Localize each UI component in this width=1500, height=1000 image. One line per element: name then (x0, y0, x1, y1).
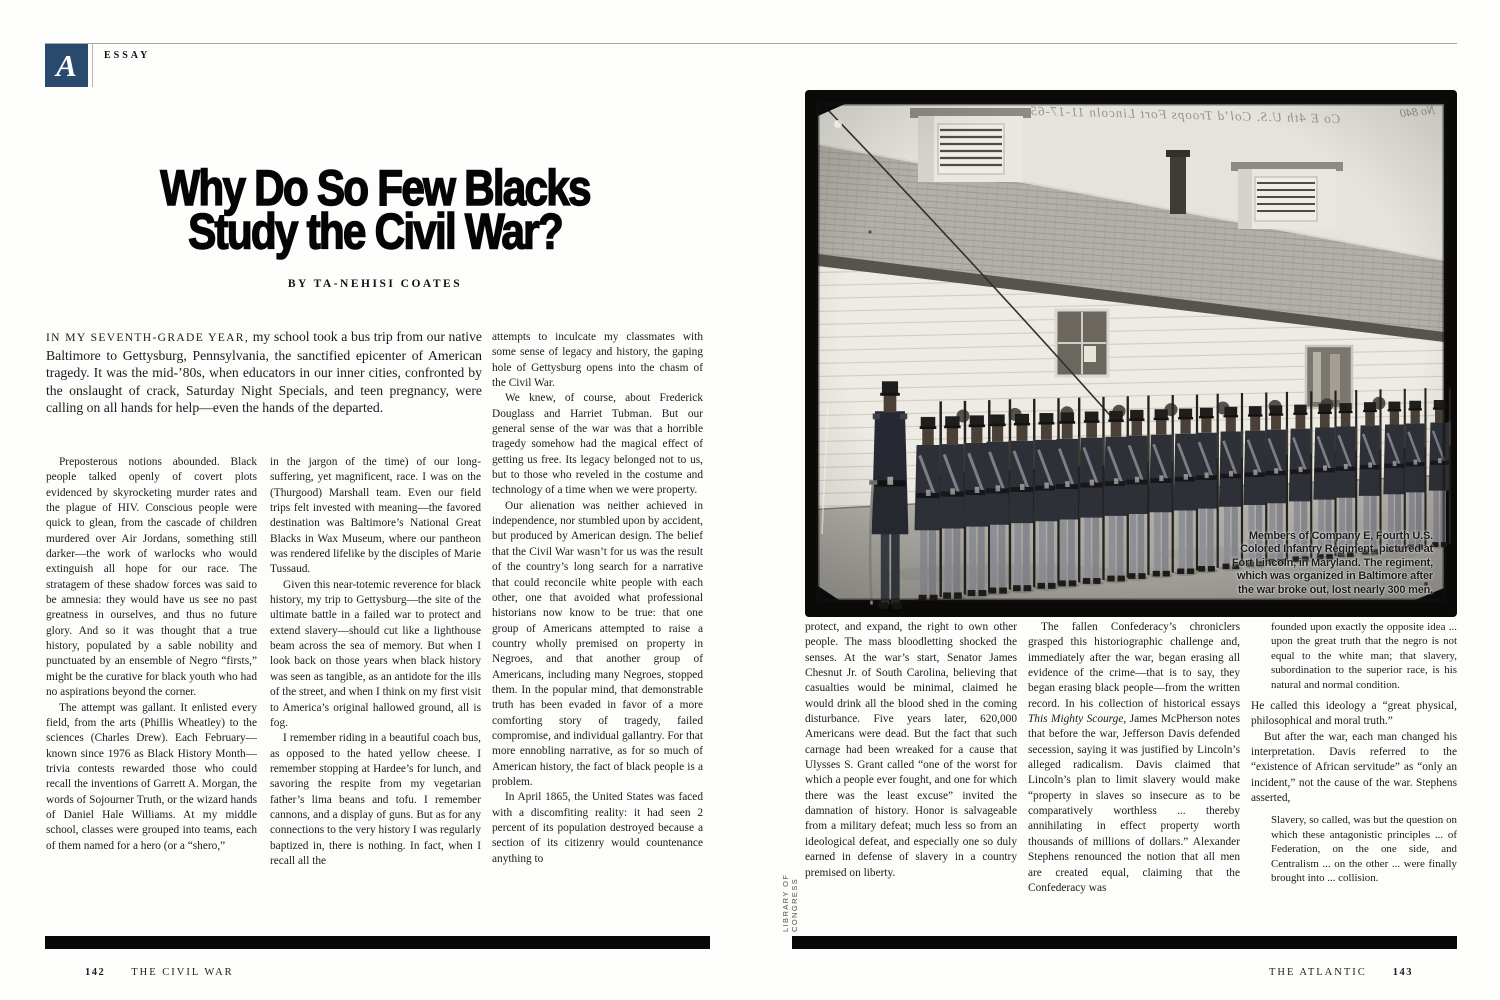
paragraph: I remember riding in a beautiful coach bus, as opposed to the hated yellow cheese. I remember stopping at Hardee’s for lunch, and savoring the respite from my vegetarian father’s lima beans and tofu. I remember cannons, and a display of guns. But as for any connections to the very history I was regularly baptized in, there is nothing. In fact, when I recall all the (270, 732, 481, 867)
paragraph (1028, 620, 1240, 896)
page-number-right: 143 (1392, 967, 1413, 978)
photo-credit: LIBRARY OF CONGRESS (781, 873, 799, 932)
lead-text: my school took a bus trip from our native Baltimore to Gettysburg, Pennsylvania, the sanctified epicenter of American tragedy. It was the mid-’80s, when educators in our inner cities, confronted by the onslaught of crack, Saturday Night Specials, and teen pregnancy, were calling on all hands for help—even the hands of the departed. (46, 329, 482, 416)
atlantic-logo (45, 44, 88, 87)
paragraph: Preposterous notions abounded. Black people talked openly of covert plots evidenced by skyrocketing murder rates and the plague of HIV. Conscious people were quick to glean, from the cascade of children murdered over Air Jordans, something still darker—the work of warlocks who would extinguish all hope for our race. The stratagem of these shadow forces was said to be amnesia: they would have us see no past greatness in ourselves, and thus no future glory. And so it was thought that a true history, populated by a sable nobility and punctuated by an ensemble of Negro “firsts,” might be the curative for black youth who had no aspirations beyond the corner. (46, 456, 257, 699)
column-4 (805, 620, 1017, 922)
folio-right (1269, 967, 1413, 978)
paragraph: protect, and expand, the right to own other people. The mass bloodletting shocked the senses. At the war’s start, Senator James Chesnut Jr. of South Carolina, believing that casualties would be minimal, claimed he would drink all the blood shed in the coming disturbance. Five years later, 620,000 Americans were dead. But the fact that such carnage had been wreaked for a cause that Ulysses S. Grant called “one of the worst for which a people ever fought, and one for which there was the least excuse” invited the damnation of history. Honor is salvageable from a military defeat; much less so from an ideological defeat, and especially one so duly earned in defense of slavery in a country premised on liberty. (805, 621, 1017, 879)
lead-paragraph (46, 328, 482, 452)
paragraph: in the jargon of the time) of our long-suffering, yet magnificent, race. I was on the (Thurgood) Marshall team. Even our field trips felt invested with meaning—the favored destination was Baltimore’s National Great Blacks in Wax Museum, where our pantheon was rendered lifelike by the disciples of Marie Tussaud. (270, 456, 481, 576)
paragraph: But after the war, each man changed his interpretation. Davis referred to the “existence of African servitude” as “only an incident,” not the cause of the war. Stephens asserted, (1251, 730, 1457, 805)
paragraph: The attempt was gallant. It enlisted every field, from the arts (Phillis Wheatley) to the sciences (Charles Drew). Each February—known since 1976 as Black History Month—trivia contests rewarded those who could recall the inventions of Garrett A. Morgan, the words of Sojourner Truth, or the wizard hands of Daniel Hale Williams. At my middle school, classes were grouped into teams, each of them named for a hero (or a “shero,” (46, 701, 257, 852)
article-title-line2: Study the Civil War? (188, 203, 562, 260)
book-title-italic: This Mighty Scourge (1028, 713, 1124, 726)
column-5 (1028, 620, 1240, 922)
article-title (79, 159, 671, 260)
page-number-left: 142 (85, 967, 106, 978)
column-3 (492, 330, 703, 925)
paragraph: attempts to inculcate my classmates with some sense of legacy and history, the gaping hole of Gettysburg opens into the chasm of the Civil War. (492, 331, 703, 390)
paragraph: Our alienation was neither achieved in independence, nor stumbled upon by accident, but produced by American design. The belief that the Civil War wasn’t for us was the result of the country’s long search for a narrative that could reconcile white people with each other, one that avoided what professional historians now know to be true: that one group of Americans attempted to raise a country wholly premised on property in Negroes, and that another group of Americans, including many Negroes, stopped them. In the popular mind, that demonstrable truth has been evaded in favor of a more comforting story of tragedy, failed compromise, and individual gallantry. For that more ennobling narrative, as for so much of American history, the fact of black people is a problem. (492, 499, 703, 788)
section-title: THE CIVIL WAR (131, 967, 234, 978)
byline: BY TA-NEHISI COATES (287, 278, 463, 290)
negative-inscription: Co E 4th U.S. Col’d Troops Fort Lincoln 11-17-65 (1029, 102, 1341, 127)
paragraph: He called this ideology a “great physical, philosophical and moral truth.” (1251, 700, 1457, 728)
photo-caption: Members of Company E, Fourth U.S. Colored Infantry Regiment, pictured at Fort Lincoln, in Maryland. The regiment, which was organized in Baltimore after the war broke out, lost nearly 300 men. (1231, 529, 1433, 596)
paragraph: Given this near-totemic reverence for black history, my trip to Gettysburg—the site of the ultimate battle in a failed war to protect and extend slavery—should cut like a lighthouse beam across the sea of memory. But when I look back on those years when black history was seen as tangible, as an antidote for the ills of the street, and when I think on my first visit to America’s original hallowed ground, all is fog. (270, 578, 481, 729)
paragraph: We knew, of course, about Frederick Douglass and Harriet Tubman. But our general sense of the war was that a horrible tragedy somehow had the magical effect of getting us free. Its legacy belonged not to us, but to those who reveled in the costume and technology of a time when we were property. (492, 392, 703, 497)
blockquote: Slavery, so called, was but the question on which these antagonistic principles ... of Federation, on the one side, and Centralism ... on the other ... were finally brought into ... collision. (1271, 814, 1457, 885)
blockquote: founded upon exactly the opposite idea ... upon the great truth that the negro is not equal to the white man; that slavery, subordination to the superior race, is his natural and normal condition. (1271, 621, 1457, 691)
lead-smallcaps: IN MY SEVENTH-GRADE YEAR, (46, 331, 250, 344)
logo-divider (92, 44, 93, 87)
article-title-line1: Why Do So Few Blacks (160, 159, 590, 216)
paragraph-text: The fallen Confederacy’s chroniclers grasped this historiographic challenge and, immediately after the war, began erasing all evidence of the crime—that is to say, they began erasing black people—from the written record. In his collection of historical essays (1028, 621, 1240, 710)
footer-rule-left (45, 936, 710, 949)
section-kicker: ESSAY (104, 50, 151, 61)
paragraph-text: , James McPherson notes that before the war, Jefferson Davis defended secession, saying it was justified by Lincoln’s alleged radicalism. Davis claimed that Lincoln’s plan to limit slavery would make “property in slaves so insecure as to be comparatively worthless ... thereby annihilating in effect property worth thousands of millions of dollars.” Alexander Stephens renounced the notion that all men are created equal, claiming that the Confederacy was (1028, 713, 1240, 894)
civil-war-photograph (805, 90, 1457, 617)
column-2 (270, 455, 481, 925)
atlantic-logo-letter: A (56, 47, 77, 83)
top-rule (45, 43, 1457, 44)
negative-number: No 840 (1399, 102, 1436, 121)
footer-rule-right (792, 936, 1457, 949)
column-1 (46, 455, 257, 925)
paragraph: In April 1865, the United States was faced with a discomfiting reality: it had seen 2 percent of its population destroyed because a section of its citizenry would countenance anything to (492, 791, 703, 865)
column-6 (1251, 620, 1457, 922)
magazine-title: THE ATLANTIC (1268, 967, 1367, 978)
folio-left (85, 967, 234, 978)
